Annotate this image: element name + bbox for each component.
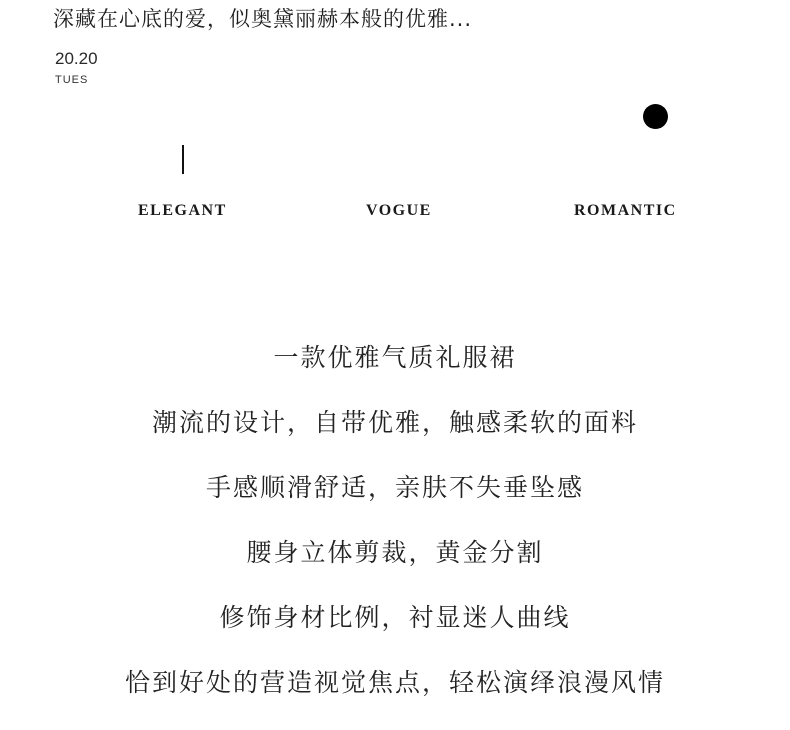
keyword-elegant: ELEGANT xyxy=(138,202,227,219)
description-line: 一款优雅气质礼服裙 xyxy=(273,343,517,372)
description-line: 修饰身材比例，衬显迷人曲线 xyxy=(219,603,571,632)
description-line: 手感顺滑舒适，亲肤不失垂坠感 xyxy=(205,473,584,502)
keyword-vogue: VOGUE xyxy=(366,202,432,219)
date-number: 20.20 xyxy=(55,49,98,68)
vertical-bar-decoration xyxy=(182,145,184,174)
description-list xyxy=(0,338,790,728)
keyword-row xyxy=(0,200,790,222)
date-weekday: TUES xyxy=(55,74,89,86)
black-dot-decoration xyxy=(643,104,668,129)
description-line: 腰身立体剪裁，黄金分割 xyxy=(246,538,544,567)
headline: 深藏在心底的爱，似奥黛丽赫本般的优雅... xyxy=(53,7,473,31)
description-line: 潮流的设计，自带优雅，触感柔软的面料 xyxy=(151,408,638,437)
description-line: 恰到好处的营造视觉焦点，轻松演绎浪漫风情 xyxy=(124,668,665,697)
keyword-romantic: ROMANTIC xyxy=(574,202,677,219)
